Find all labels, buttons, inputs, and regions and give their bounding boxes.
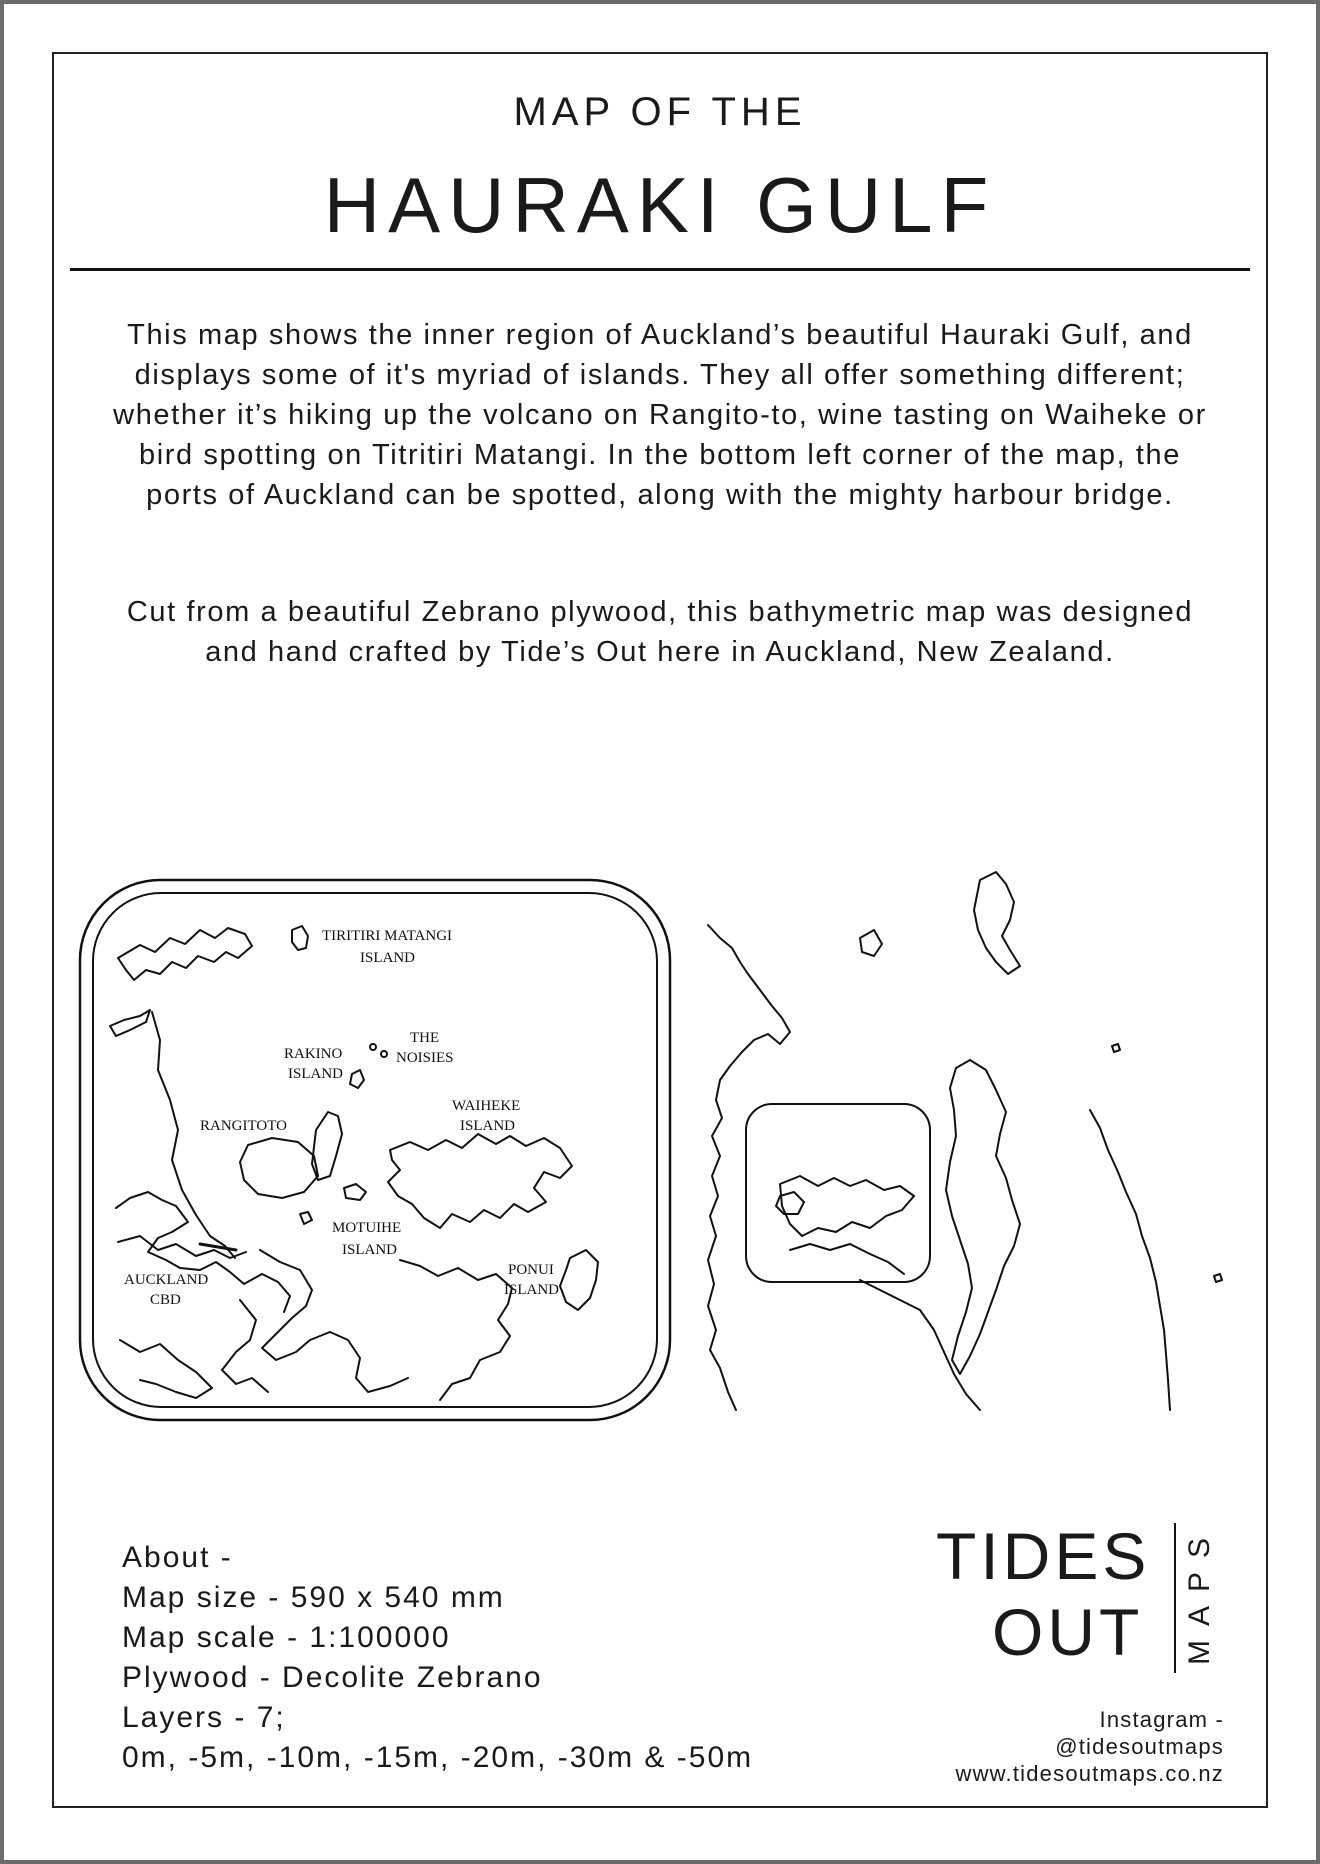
detail-inset-inner-border: [93, 893, 657, 1407]
motuihe-island: [344, 1184, 366, 1200]
instagram-handle[interactable]: @tidesoutmaps: [1055, 1734, 1224, 1759]
ponui-island: [560, 1250, 598, 1310]
overview-locator-box: [746, 1104, 930, 1282]
noisies-islet-2: [381, 1051, 387, 1057]
svg-text:ISLAND: ISLAND: [460, 1118, 515, 1134]
svg-text:ISLAND: ISLAND: [360, 950, 415, 966]
svg-text:ISLAND: ISLAND: [288, 1066, 343, 1082]
overview-islet-3: [1214, 1274, 1222, 1282]
overview-coromandel-coast: [1090, 1110, 1170, 1410]
rangitoto-island: [240, 1138, 318, 1198]
svg-text:AUCKLAND: AUCKLAND: [124, 1272, 209, 1288]
west-coast: [152, 1012, 235, 1258]
map-label-auckland: [124, 1272, 208, 1308]
about-map-size: Map size - 590 x 540 mm: [122, 1581, 505, 1614]
svg-text:CBD: CBD: [150, 1292, 181, 1308]
tamaki-coast: [222, 1300, 268, 1392]
description-paragraph-1: This map shows the inner region of Auckland’s beautiful Hauraki Gulf, and displays some of it's myriad of islands. They all offer something different; whether it’s hiking up the volcano on Rangito-to, wine tasting on Waiheke or bird spotting on Titritiri Matangi. In the bottom left corner of the map, the ports of Auckland can be spotted, along with the mighty harbour bridge.: [113, 319, 1207, 511]
rakino-island: [350, 1070, 364, 1088]
harbour-bridge: [200, 1244, 236, 1250]
kicker-heading: MAP OF THE: [513, 90, 807, 134]
about-section: [122, 1538, 753, 1778]
south-inner-coast: [260, 1250, 408, 1392]
about-heading: About -: [122, 1541, 233, 1574]
svg-text:WAIHEKE: WAIHEKE: [452, 1098, 521, 1114]
southwest-shore: [120, 1340, 212, 1398]
website-link[interactable]: www.tidesoutmaps.co.nz: [955, 1761, 1224, 1786]
svg-text:THE: THE: [410, 1030, 440, 1046]
brand-word-tides: TIDES: [936, 1519, 1151, 1593]
svg-text:ISLAND: ISLAND: [504, 1282, 559, 1298]
overview-inner-islands: [780, 1176, 914, 1236]
page-title: HAURAKI GULF: [323, 161, 997, 249]
svg-text:TIRITIRI MATANGI: TIRITIRI MATANGI: [322, 928, 453, 944]
svg-text:NOISIES: NOISIES: [396, 1050, 454, 1066]
svg-text:MOTUIHE: MOTUIHE: [332, 1220, 402, 1236]
overview-firth-coast: [860, 1280, 980, 1410]
instagram-label: Instagram -: [1099, 1707, 1224, 1732]
map-label-noisies: [396, 1030, 454, 1066]
overview-islet-1: [860, 930, 882, 956]
social-links: [955, 1706, 1224, 1787]
overview-islet-2: [1112, 1044, 1120, 1052]
overview-great-barrier: [946, 1060, 1020, 1374]
whangaparaoa-coast: [110, 1010, 150, 1036]
brand-word-out: OUT: [992, 1595, 1144, 1669]
map-label-tiritiri: [322, 928, 452, 966]
tiritiri-matangi-island: [292, 926, 308, 950]
brand-logo: [930, 1515, 1220, 1669]
map-label-rangitoto: [200, 1118, 287, 1134]
overview-western-coast: [708, 925, 790, 1410]
overview-hunua-coast: [790, 1244, 904, 1274]
overview-eastern-peninsula: [974, 872, 1020, 974]
about-layer-depths: 0m, -5m, -10m, -15m, -20m, -30m & -50m: [122, 1741, 754, 1774]
svg-text:PONUI: PONUI: [508, 1262, 554, 1278]
map-label-rakino: [284, 1046, 343, 1082]
svg-text:RAKINO: RAKINO: [284, 1046, 343, 1062]
description-paragraph-2: Cut from a beautiful Zebrano plywood, this bathymetric map was designed and hand crafted by Tide’s Out here in Auckland, New Zealand.: [126, 596, 1194, 668]
north-shore-coast: [118, 928, 252, 980]
overview-rangitoto: [776, 1192, 804, 1214]
about-layers: Layers - 7;: [122, 1701, 286, 1734]
small-islet-north: [300, 1212, 312, 1224]
brand-word-maps: MAPS: [1183, 1523, 1216, 1665]
svg-text:RANGITOTO: RANGITOTO: [200, 1118, 287, 1134]
about-map-scale: Map scale - 1:100000: [122, 1621, 451, 1654]
svg-text:ISLAND: ISLAND: [342, 1242, 397, 1258]
map-label-waiheke: [452, 1098, 520, 1134]
map-label-motuihe: [332, 1220, 401, 1258]
east-bay-coast: [400, 1260, 512, 1400]
noisies-islet-1: [370, 1044, 376, 1050]
brand-divider: [1174, 1523, 1176, 1673]
map-label-ponui: [504, 1262, 559, 1298]
about-plywood: Plywood - Decolite Zebrano: [122, 1661, 543, 1694]
waiheke-island: [388, 1134, 572, 1228]
